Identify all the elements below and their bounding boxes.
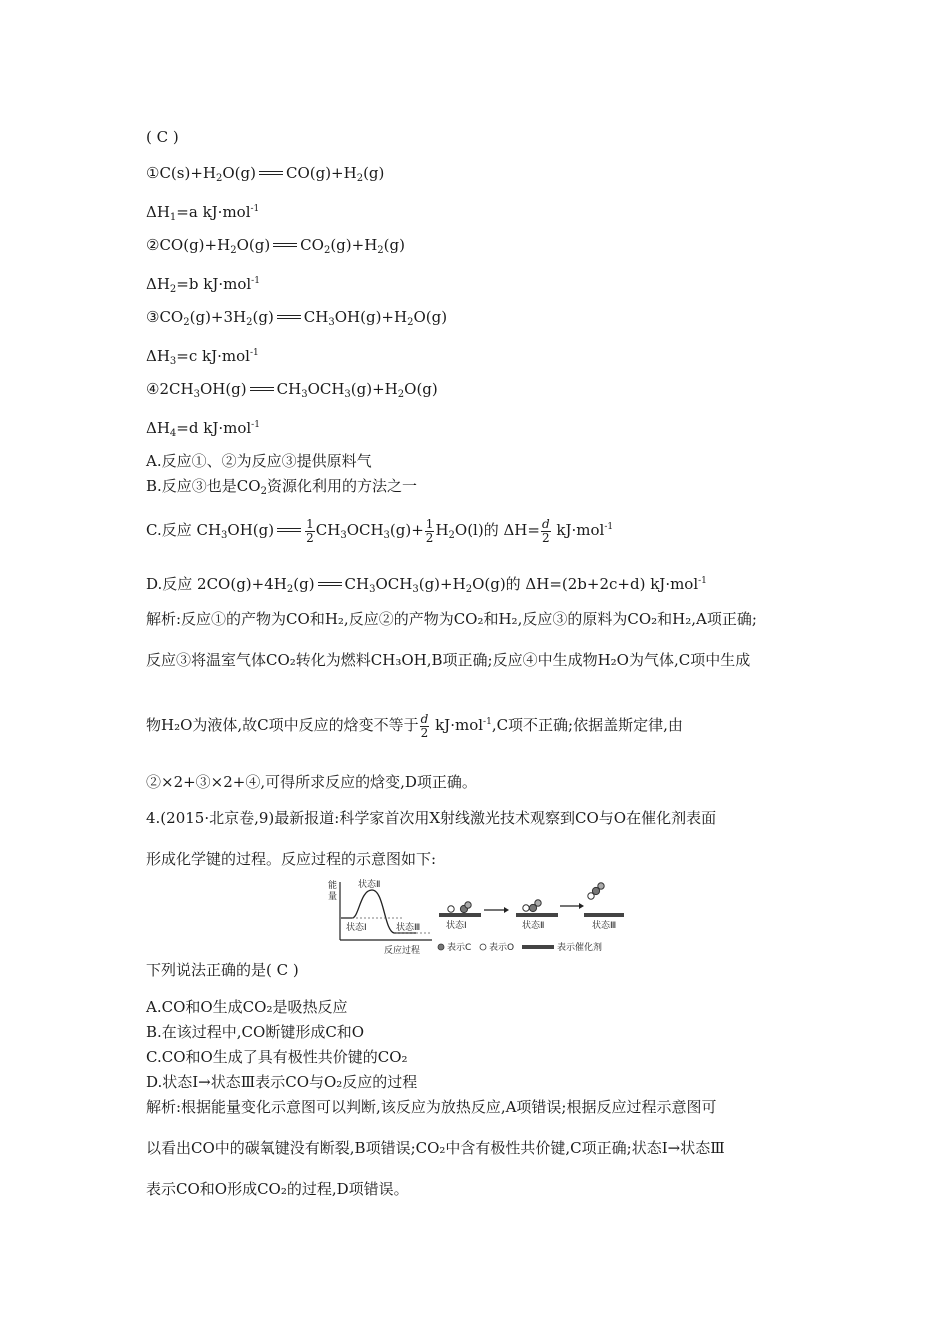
scene-1-label: 状态Ⅰ <box>446 921 467 931</box>
state-2-label: 状态Ⅱ <box>358 880 381 890</box>
q3-option-d: D.反应 $2CO(g)+4H_2(g)$ $CH_3OCH_3(g)+H_2O(g)$的 ΔH=(2b+2c+d) kJ·mol$^{-1}$ <box>146 575 707 595</box>
state-1-label: 状态Ⅰ <box>346 923 367 933</box>
oxygen-atom <box>535 900 541 906</box>
reaction-1: $①C(s)+H_2O(g)$ $CO(g)+H_2(g)$ <box>146 164 385 184</box>
q4-option-b: B.在该过程中,CO断键形成C和O <box>146 1023 365 1041</box>
q4-explanation-line-3: 表示CO和O形成CO₂的过程,D项错误。 <box>146 1180 409 1198</box>
legend-carbon-icon <box>438 944 444 950</box>
scene-2-label: 状态Ⅱ <box>522 921 545 931</box>
fraction-half: $\frac{1}{2}$ <box>425 516 434 545</box>
reaction-2: $②CO(g)+H_2O(g)$ $CO_2(g)+H_2(g)$ <box>146 236 405 256</box>
equals-sign <box>318 582 342 586</box>
enthalpy-3: $\Delta H_3=c$ kJ·mol$^{-1}$ <box>146 347 259 367</box>
fraction-d-over-2: $\frac{d}{2}$ <box>420 711 429 740</box>
q3-explanation-line-3: 物H₂O为液体,故C项中反应的焓变不等于 $\frac{d}{2}$ kJ·mol$^{-1}$,C项不正确;依据盖斯定律,由 <box>146 711 683 740</box>
energy-label-2: 量 <box>328 892 338 902</box>
equals-sign <box>250 387 274 391</box>
q3-explanation-line-1: 解析:反应①的产物为CO和H₂,反应②的产物为CO₂和H₂,反应③的原料为CO₂和H₂,A项正确; <box>146 610 757 628</box>
q4-explanation-line-2: 以看出CO中的碳氧键没有断裂,B项错误;CO₂中含有极性共价键,C项正确;状态Ⅰ→状态Ⅲ <box>146 1139 725 1157</box>
x-axis-label: 反应过程 <box>384 946 421 956</box>
state-1-scene <box>439 902 481 931</box>
state-2-scene <box>516 900 558 931</box>
scene-3-label: 状态Ⅲ <box>592 921 617 931</box>
q4-option-c: C.CO和O生成了具有极性共价键的CO₂ <box>146 1048 408 1066</box>
legend-oxygen-label: 表示O <box>489 943 515 953</box>
q3-option-c: C.反应 $CH_3OH(g)$ $\frac{1}{2}$ $CH_3OCH_3(g)+$ $\frac{1}{2}$ $H_2O(l)$的 ΔH= $\frac{d}{2}$ kJ·mol$^{-1}$ <box>146 516 614 545</box>
oxygen-atom <box>448 906 454 912</box>
catalyst-surface <box>584 913 624 917</box>
equals-sign <box>259 171 283 175</box>
arrow-2-head <box>579 903 584 909</box>
legend-catalyst-label: 表示催化剂 <box>557 943 603 953</box>
reaction-3: $③CO_2(g)+3H_2(g)$ $CH_3OH(g)+H_2O(g)$ <box>146 308 448 328</box>
legend <box>438 941 602 953</box>
reaction-4: $④2CH_3OH(g)$ $CH_3OCH_3(g)+H_2O(g)$ <box>146 380 438 400</box>
energy-label-1: 能 <box>328 881 338 891</box>
equals-sign <box>277 315 301 319</box>
state-3-label: 状态Ⅲ <box>396 923 421 933</box>
q4-question: 下列说法正确的是( C ) <box>146 961 299 979</box>
reaction-diagram <box>326 878 626 956</box>
q4-stem-line-2: 形成化学键的过程。反应过程的示意图如下: <box>146 850 437 868</box>
q3-explanation-line-2: 反应③将温室气体CO₂转化为燃料CH₃OH,B项正确;反应④中生成物H₂O为气体,C项中生成 <box>146 651 751 669</box>
state-3-scene <box>584 883 624 931</box>
equals-sign <box>273 243 297 247</box>
q4-explanation-line-1: 解析:根据能量变化示意图可以判断,该反应为放热反应,A项错误;根据反应过程示意图可 <box>146 1098 717 1116</box>
q3-explanation-line-4: ②×2+③×2+④,可得所求反应的焓变,D项正确。 <box>146 773 477 791</box>
legend-oxygen-icon <box>480 944 486 950</box>
q4-option-d: D.状态Ⅰ→状态Ⅲ表示CO与O₂反应的过程 <box>146 1073 418 1091</box>
legend-carbon-label: 表示C <box>447 943 472 953</box>
q4-stem-line-1: 4.(2015·北京卷,9)最新报道:科学家首次用X射线激光技术观察到CO与O在催化剂表面 <box>146 809 717 827</box>
equals-sign <box>277 528 301 532</box>
q3-option-a: A.反应①、②为反应③提供原料气 <box>146 452 372 470</box>
oxygen-atom <box>523 905 529 911</box>
answer-choice: ( C ) <box>146 128 179 146</box>
enthalpy-2: $\Delta H_2=b$ kJ·mol$^{-1}$ <box>146 275 260 295</box>
catalyst-surface <box>516 913 558 917</box>
enthalpy-4: $\Delta H_4=d$ kJ·mol$^{-1}$ <box>146 419 260 439</box>
energy-profile <box>328 878 432 956</box>
oxygen-atom <box>598 883 604 889</box>
fraction-d-over-2: $\frac{d}{2}$ <box>541 516 550 545</box>
q4-option-a: A.CO和O生成CO₂是吸热反应 <box>146 998 348 1016</box>
catalyst-surface <box>439 913 481 917</box>
oxygen-atom <box>465 902 471 908</box>
enthalpy-1: $\Delta H_1=a$ kJ·mol$^{-1}$ <box>146 203 260 223</box>
legend-catalyst-icon <box>522 945 554 949</box>
q3-option-b: B.反应③也是$CO_2$资源化利用的方法之一 <box>146 477 417 497</box>
fraction-half: $\frac{1}{2}$ <box>306 516 314 545</box>
arrow-1-head <box>504 907 509 913</box>
